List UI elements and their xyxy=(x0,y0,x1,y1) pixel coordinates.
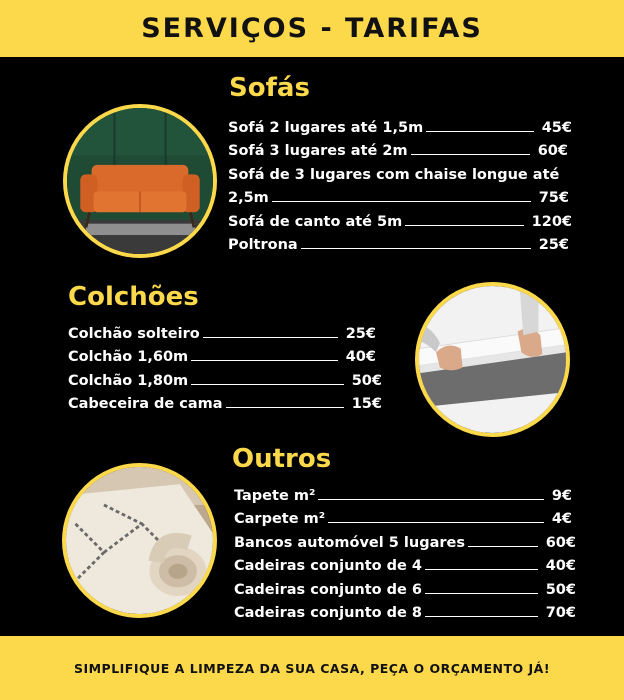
item-label: Cadeiras conjunto de 8 xyxy=(234,605,423,621)
item-label: Colchão 1,80m xyxy=(68,372,189,389)
item-label: Sofá 3 lugares até 2m xyxy=(228,143,408,159)
leader-line xyxy=(272,201,531,202)
sofas-heading: Sofás xyxy=(229,73,310,103)
item-label: Tapete m² xyxy=(234,487,316,504)
item-label: Cadeiras conjunto de 6 xyxy=(234,581,423,598)
leader-line xyxy=(191,360,338,361)
footer-bar xyxy=(0,636,624,700)
leader-line xyxy=(425,593,538,594)
price-row xyxy=(234,480,576,504)
item-label: 2,5m xyxy=(228,190,269,206)
sofas-price-list xyxy=(228,112,572,253)
price-row xyxy=(234,598,576,622)
item-price: 70€ xyxy=(545,605,576,621)
item-price: 60€ xyxy=(537,143,568,159)
item-label: Cadeiras conjunto de 4 xyxy=(234,558,423,574)
price-row xyxy=(228,183,572,207)
item-label: Sofá 2 lugares até 1,5m xyxy=(228,119,424,136)
item-price: 40€ xyxy=(545,558,576,574)
leader-line xyxy=(425,569,538,570)
leader-line xyxy=(425,616,538,617)
price-row xyxy=(234,527,576,551)
leader-line xyxy=(328,522,544,523)
leader-line xyxy=(226,407,344,408)
colchoes-price-list xyxy=(68,318,384,412)
leader-line xyxy=(301,248,531,249)
price-row xyxy=(234,504,576,528)
colchoes-heading: Colchões xyxy=(68,282,199,312)
price-row xyxy=(68,342,376,366)
leader-line xyxy=(411,154,530,155)
item-price: 25€ xyxy=(538,237,569,253)
price-row xyxy=(228,159,572,183)
price-row xyxy=(234,574,576,598)
item-price: 4€ xyxy=(551,511,572,527)
item-label: Sofá de canto até 5m xyxy=(228,213,403,230)
item-price: 120€ xyxy=(531,213,572,230)
item-label: Sofá de 3 lugares com chaise longue até xyxy=(228,166,560,183)
price-row xyxy=(68,318,376,342)
footer-cta-text: SIMPLIFIQUE A LIMPEZA DA SUA CASA, PEÇA O ORÇAMENTO JÁ! xyxy=(73,660,551,676)
price-row xyxy=(228,206,572,230)
item-price: 40€ xyxy=(345,349,376,365)
item-price: 60€ xyxy=(545,534,576,551)
leader-line xyxy=(468,546,538,547)
price-row xyxy=(228,112,572,136)
mattress-photo xyxy=(415,282,570,437)
outros-price-list xyxy=(234,480,576,621)
leader-line xyxy=(203,337,338,338)
item-price: 15€ xyxy=(351,396,382,412)
item-label: Poltrona xyxy=(228,237,298,253)
item-price: 75€ xyxy=(538,190,569,206)
price-row xyxy=(68,365,382,389)
leader-line xyxy=(191,384,344,385)
item-price: 50€ xyxy=(545,581,576,598)
price-row xyxy=(228,136,572,160)
item-price: 50€ xyxy=(351,372,382,389)
leader-line xyxy=(405,225,523,226)
item-label: Colchão solteiro xyxy=(68,325,200,342)
item-label: Carpete m² xyxy=(234,511,326,527)
item-price: 45€ xyxy=(541,119,572,136)
item-label: Cabeceira de cama xyxy=(68,396,223,412)
price-row xyxy=(68,389,382,413)
price-row xyxy=(234,551,576,575)
item-price: 25€ xyxy=(345,325,376,342)
leader-line xyxy=(426,131,534,132)
item-label: Colchão 1,60m xyxy=(68,349,189,365)
header-bar xyxy=(0,0,624,57)
item-price: 9€ xyxy=(551,487,572,504)
price-row xyxy=(228,230,572,254)
sofa-photo xyxy=(63,104,217,258)
leader-line xyxy=(318,499,544,500)
page-title: SERVIÇOS - TARIFAS xyxy=(141,13,483,44)
item-label: Bancos automóvel 5 lugares xyxy=(234,534,465,551)
rug-photo xyxy=(62,463,217,618)
outros-heading: Outros xyxy=(232,444,332,474)
